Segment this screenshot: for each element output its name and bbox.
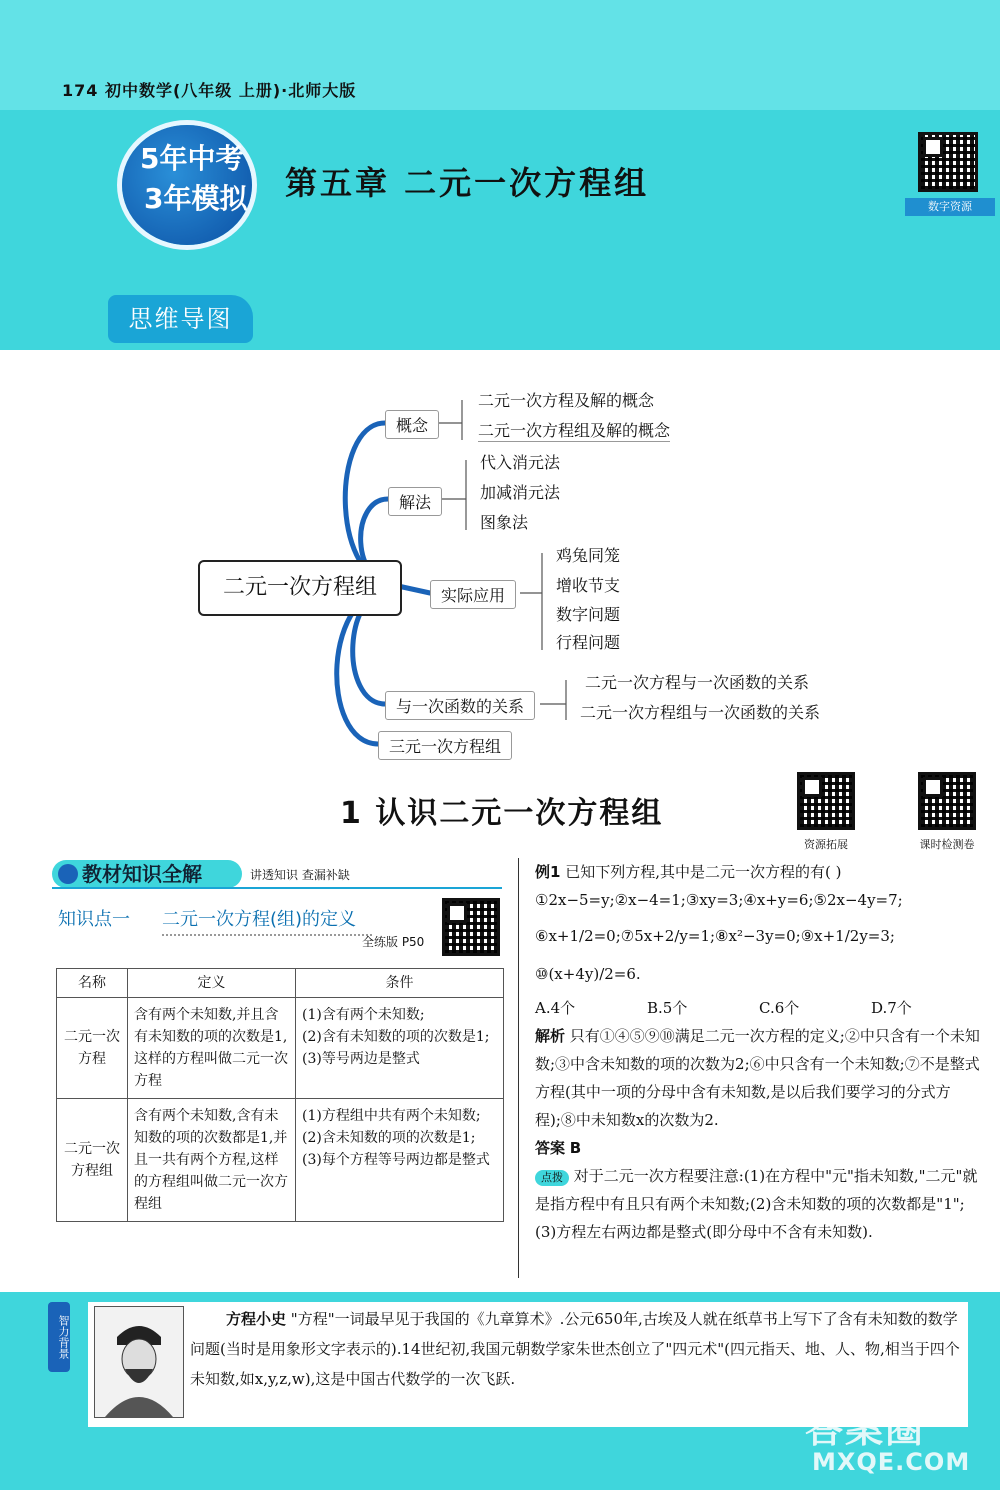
- qr-code-icon[interactable]: [797, 772, 855, 830]
- option-b: B.5个: [647, 999, 688, 1017]
- mindmap-branch-ternary: 三元一次方程组: [378, 731, 512, 760]
- table-header: 名称: [57, 969, 128, 998]
- knowledge-point-ref: 全练版 P50: [362, 935, 425, 949]
- table-row: [57, 1099, 504, 1222]
- table-cell-definition: 含有两个未知数,含有未知数的项的次数都是1,并且一共有两个方程,这样的方程组叫做二元一次方程组: [128, 1099, 296, 1222]
- dotted-divider: [162, 934, 372, 936]
- mindmap-leaf: 鸡兔同笼: [556, 546, 621, 565]
- answer-label: 答案: [535, 1139, 566, 1157]
- watermark-url: MXQE.COM: [812, 1448, 971, 1476]
- mindmap-leaf: 图象法: [480, 513, 529, 532]
- side-tag: 智力背景: [48, 1302, 70, 1372]
- logo-line2: 3年模拟: [144, 182, 248, 215]
- qr-code-icon[interactable]: [918, 772, 976, 830]
- qr-code-icon[interactable]: [442, 898, 500, 956]
- example-label: 例1: [535, 863, 561, 881]
- watermark: 答案圈: [805, 1407, 926, 1451]
- table-cell-name: 二元一次 方程组: [57, 1099, 128, 1222]
- option-a: A.4个: [535, 999, 576, 1017]
- mindmap-branch-concept: 概念: [385, 410, 439, 439]
- mindmap-leaf: 行程问题: [556, 633, 621, 652]
- mindmap-leaf: 二元一次方程组与一次函数的关系: [580, 703, 821, 722]
- table-cell-definition: 含有两个未知数,并且含有未知数的项的次数是1,这样的方程叫做二元一次方程: [128, 998, 296, 1099]
- mindmap-leaf: 数字问题: [556, 605, 621, 624]
- analysis-text: 只有①④⑤⑨⑩满足二元一次方程的定义;②中只含有一个未知数;③中含未知数的项的次数为2;⑥中只含有一个未知数;⑦不是整式方程(其中一项的分母中含有未知数,是以后我们要学习的分式方程);⑧中未知数x的次数为2.: [535, 1027, 980, 1129]
- page-header: 174 初中数学(八年级 上册)·北师大版: [62, 81, 357, 100]
- table-cell-conditions: (1)方程组中共有两个未知数; (2)含未知数的项的次数是1; (3)每个方程等号两边都是整式: [296, 1099, 504, 1222]
- qr-top-label: 数字资源: [905, 198, 995, 216]
- banner-note: 讲透知识 查漏补缺: [250, 868, 350, 882]
- option-c: C.6个: [759, 999, 800, 1017]
- table-cell-conditions: (1)含有两个未知数; (2)含有未知数的项的次数是1; (3)等号两边是整式: [296, 998, 504, 1099]
- definition-table: [56, 968, 504, 1222]
- option-d: D.7个: [871, 999, 912, 1017]
- portrait-sketch: [95, 1307, 183, 1417]
- section-title: 1 认识二元一次方程组: [340, 796, 664, 831]
- answer-value: B: [569, 1139, 582, 1157]
- table-header: 定义: [128, 969, 296, 998]
- megaphone-icon: [58, 864, 78, 884]
- qr-caption: 资源拓展: [804, 838, 848, 851]
- mindmap-branch-application: 实际应用: [430, 580, 516, 609]
- column-divider: [518, 858, 519, 1278]
- qr-caption: 课时检测卷: [919, 838, 975, 851]
- portrait-image: [94, 1306, 184, 1418]
- mindmap-branch-function: 与一次函数的关系: [385, 691, 535, 720]
- mindmap-root: 二元一次方程组: [198, 560, 402, 616]
- history-paragraph: [190, 1304, 960, 1394]
- example-question: 已知下列方程,其中是二元一次方程的有( ): [565, 863, 842, 881]
- mindmap-branch-methods: 解法: [388, 487, 442, 516]
- mindmap-leaf: 加减消元法: [480, 483, 561, 502]
- table-cell-name: 二元一次 方程: [57, 998, 128, 1099]
- analysis-label: 解析: [535, 1027, 566, 1045]
- example-equations-2: ⑥x+1/2=0;⑦5x+2/y=1;⑧x²−3y=0;⑨x+1/2y=3;: [535, 927, 895, 945]
- knowledge-banner: 教材知识全解: [52, 860, 242, 888]
- mindmap-leaf: 二元一次方程及解的概念: [478, 391, 655, 410]
- mindmap-leaf: 二元一次方程与一次函数的关系: [585, 673, 810, 692]
- divider: [52, 887, 502, 889]
- table-header: 条件: [296, 969, 504, 998]
- knowledge-point-title: 二元一次方程(组)的定义: [162, 909, 357, 930]
- knowledge-point-label: 知识点一: [58, 909, 130, 930]
- chapter-title: 第五章 二元一次方程组: [285, 164, 650, 202]
- example-equations-3: ⑩(x+4y)/2=6.: [535, 965, 641, 983]
- table-header-row: [57, 969, 504, 998]
- mindmap-tab: 思维导图: [108, 295, 253, 343]
- mindmap-leaf: 增收节支: [556, 576, 621, 595]
- mindmap-leaf: 二元一次方程组及解的概念: [478, 418, 670, 442]
- table-row: [57, 998, 504, 1099]
- note-text: 对于二元一次方程要注意:(1)在方程中"元"指未知数,"二元"就是指方程中有且只有两个未知数;(2)含未知数的项的次数都是"1";(3)方程左右两边都是整式(即分母中不含有未知数).: [535, 1167, 978, 1241]
- mindmap-leaf: 代入消元法: [480, 453, 561, 472]
- history-text: "方程"一词最早见于我国的《九章算术》.公元650年,古埃及人就在纸草书上写下了含有未知数的数学问题(当时是用象形文字表示的).14世纪初,我国元朝数学家朱世杰创立了"四元术"(四元指天、地、人、物,相当于四个未知数,如x,y,z,w),这是中国古代数学的一次飞跃.: [190, 1310, 960, 1388]
- history-title: 方程小史: [226, 1310, 287, 1328]
- logo-line1: 5年中考: [140, 142, 244, 175]
- example-equations-1: ①2x−5=y;②x−4=1;③xy=3;④x+y=6;⑤2x−4y=7;: [535, 891, 903, 909]
- note-tag: 点拨: [535, 1170, 569, 1186]
- example-block: [535, 858, 983, 1246]
